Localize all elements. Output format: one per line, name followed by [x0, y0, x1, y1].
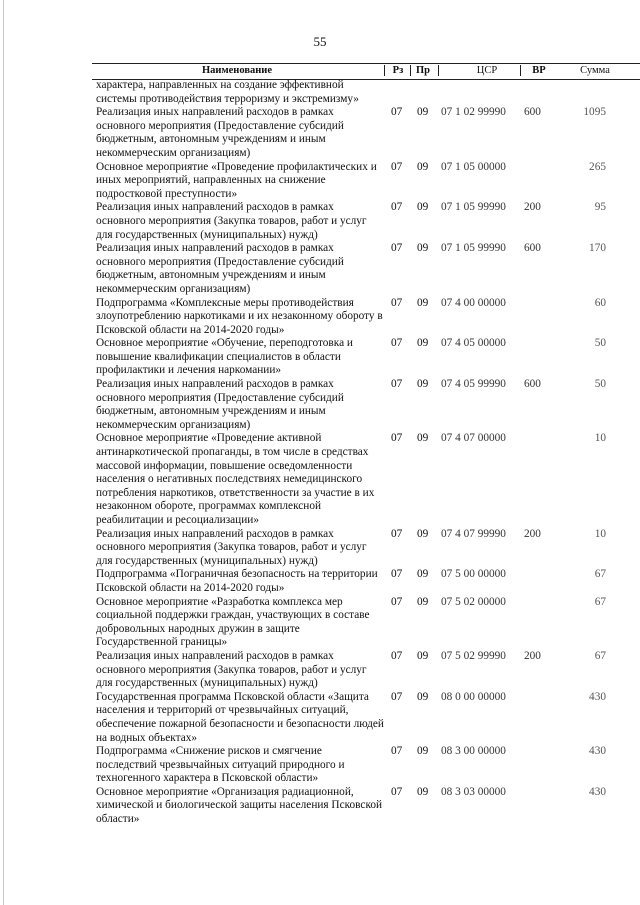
- row-csr: 08 3 00 00000: [441, 745, 506, 758]
- row-sum: 50: [594, 378, 606, 391]
- row-sum: 170: [589, 242, 606, 255]
- table-row: [0, 79, 640, 106]
- row-pr: 09: [417, 595, 429, 608]
- table-row: [0, 691, 640, 745]
- row-pr: 09: [417, 296, 429, 309]
- row-csr: 07 1 05 00000: [441, 160, 506, 173]
- header-name: Наименование: [202, 65, 272, 76]
- row-csr: 07 5 00 00000: [441, 568, 506, 581]
- table-row: [0, 745, 640, 786]
- row-rz: 07: [391, 745, 403, 758]
- row-name: Подпрограмма «Пограничная безопасность на территории Псковской области на 2014-2020 годы»: [96, 568, 378, 594]
- row-name: Подпрограмма «Снижение рисков и смягчение последствий чрезвычайных ситуаций природного и техногенного характера в Псковской области»: [96, 745, 345, 785]
- row-vr: 600: [524, 242, 541, 255]
- table-row: [0, 242, 640, 296]
- row-rz: 07: [391, 160, 403, 173]
- row-vr: 200: [524, 649, 541, 662]
- table-header: [92, 63, 640, 80]
- row-pr: 09: [417, 649, 429, 662]
- row-rz: 07: [391, 201, 403, 214]
- row-sum: 95: [594, 201, 606, 214]
- row-vr: 600: [524, 378, 541, 391]
- header-divider: [438, 65, 439, 76]
- row-pr: 09: [417, 378, 429, 391]
- table-row: [0, 161, 640, 202]
- row-rz: 07: [391, 690, 403, 703]
- header-divider: [410, 65, 411, 76]
- row-csr: 07 4 05 99990: [441, 378, 506, 391]
- row-sum: 430: [589, 690, 606, 703]
- row-rz: 07: [391, 378, 403, 391]
- header-divider: [384, 65, 385, 76]
- row-csr: 07 4 07 99990: [441, 527, 506, 540]
- header-divider: [520, 65, 521, 76]
- row-sum: 67: [594, 649, 606, 662]
- row-sum: 50: [594, 337, 606, 350]
- row-csr: 07 1 05 99990: [441, 201, 506, 214]
- row-name: Реализация иных направлений расходов в рамках основного мероприятия (Закупка товаров, работ и услуг для государственных (муниципальных) нужд): [96, 201, 367, 241]
- header-rz: Рз: [392, 65, 404, 76]
- row-csr: 07 4 05 00000: [441, 337, 506, 350]
- row-rz: 07: [391, 337, 403, 350]
- table-row: [0, 432, 640, 527]
- row-csr: 08 3 03 00000: [441, 785, 506, 798]
- row-csr: 07 1 05 99990: [441, 242, 506, 255]
- row-name: Реализация иных направлений расходов в рамках основного мероприятия (Предоставление субсидий бюджетным, автономным учреждениям и иным некоммерческим организациям): [96, 106, 344, 159]
- row-rz: 07: [391, 595, 403, 608]
- row-vr: 200: [524, 527, 541, 540]
- row-sum: 430: [589, 745, 606, 758]
- row-name: Основное мероприятие «Обучение, переподготовка и повышение квалификации специалистов в области профилактики и лечения наркомании»: [96, 337, 353, 377]
- row-pr: 09: [417, 785, 429, 798]
- row-name: Реализация иных направлений расходов в рамках основного мероприятия (Закупка товаров, работ и услуг для государственных (муниципальных) нужд): [96, 649, 367, 690]
- row-rz: 07: [391, 527, 403, 540]
- table-row: [0, 786, 640, 827]
- row-vr: 200: [524, 201, 541, 214]
- row-sum: 1095: [583, 106, 606, 119]
- row-csr: 07 4 00 00000: [441, 296, 506, 309]
- table-row: [0, 106, 640, 160]
- row-rz: 07: [391, 432, 403, 445]
- row-name: Основное мероприятие «Разработка комплекса мер социальной поддержки граждан, участвующих в составе добровольных народных дружин в защите Государственной границы»: [96, 595, 370, 649]
- table-row: [0, 568, 640, 595]
- row-name: Подпрограмма «Комплексные меры противодействия злоупотреблению наркотиками и их незаконному обороту в Псковской области на 2014-2020 годы»: [96, 296, 383, 336]
- row-csr: 07 5 02 99990: [441, 649, 506, 662]
- row-sum: 67: [594, 568, 606, 581]
- row-csr: 07 4 07 00000: [441, 432, 506, 445]
- row-sum: 60: [594, 296, 606, 309]
- row-rz: 07: [391, 242, 403, 255]
- row-sum: 10: [594, 432, 606, 445]
- row-name: Реализация иных направлений расходов в рамках основного мероприятия (Предоставление субсидий бюджетным, автономным учреждениям и иным некоммерческим организациям): [96, 242, 344, 295]
- row-rz: 07: [391, 296, 403, 309]
- table-row: [0, 378, 640, 432]
- row-name: характера, направленных на создание эффективной системы противодействия терроризму и экстремизму»: [96, 79, 359, 105]
- row-rz: 07: [391, 785, 403, 798]
- header-pr: Пр: [415, 65, 430, 76]
- table-row: [0, 201, 640, 242]
- table-body: [0, 79, 640, 827]
- row-sum: 265: [589, 160, 606, 173]
- row-sum: 10: [594, 527, 606, 540]
- row-csr: 07 1 02 99990: [441, 106, 506, 119]
- row-rz: 07: [391, 106, 403, 119]
- row-rz: 07: [391, 568, 403, 581]
- row-sum: 67: [594, 595, 606, 608]
- table-row: [0, 650, 640, 691]
- row-sum: 430: [589, 785, 606, 798]
- row-pr: 09: [417, 690, 429, 703]
- row-pr: 09: [417, 160, 429, 173]
- row-name: Государственная программа Псковской области «Защита населения и территорий от чрезвычайных ситуаций, обеспечение пожарной безопасности и безопасности людей на водных объектах»: [96, 690, 384, 744]
- row-pr: 09: [417, 106, 429, 119]
- row-name: Реализация иных направлений расходов в рамках основного мероприятия (Предоставление субсидий бюджетным, автономным учреждениям и иным некоммерческим организациям): [96, 378, 344, 431]
- row-rz: 07: [391, 649, 403, 662]
- header-sum: Сумма: [580, 65, 610, 76]
- row-pr: 09: [417, 201, 429, 214]
- row-name: Основное мероприятие «Проведение профилактических и иных мероприятий, направленных на снижение подростковой преступности»: [96, 160, 377, 200]
- row-vr: 600: [524, 106, 541, 119]
- table-row: [0, 528, 640, 569]
- row-csr: 08 0 00 00000: [441, 690, 506, 703]
- row-name: Реализация иных направлений расходов в рамках основного мероприятия (Закупка товаров, работ и услуг для государственных (муниципальных) нужд): [96, 527, 367, 567]
- table-row: [0, 297, 640, 338]
- row-pr: 09: [417, 432, 429, 445]
- row-pr: 09: [417, 527, 429, 540]
- row-pr: 09: [417, 337, 429, 350]
- row-pr: 09: [417, 745, 429, 758]
- table-row: [0, 596, 640, 650]
- row-pr: 09: [417, 242, 429, 255]
- row-name: Основное мероприятие «Проведение активной антинаркотической пропаганды, в том числе в средствах массовой информации, повышение осведомленности населения о негативных последствиях немедицинского потребления наркотиков, ответственности за участие в их незаконном обороте, программах комплексной реабилитации и ресоциализации»: [96, 432, 375, 526]
- table-row: [0, 337, 640, 378]
- row-name: Основное мероприятие «Организация радиационной, химической и биологической защиты населения Псковской области»: [96, 785, 383, 826]
- row-csr: 07 5 02 00000: [441, 595, 506, 608]
- page-number: 55: [313, 34, 327, 49]
- header-csr: ЦСР: [476, 65, 498, 76]
- row-pr: 09: [417, 568, 429, 581]
- header-vr: ВР: [532, 65, 546, 76]
